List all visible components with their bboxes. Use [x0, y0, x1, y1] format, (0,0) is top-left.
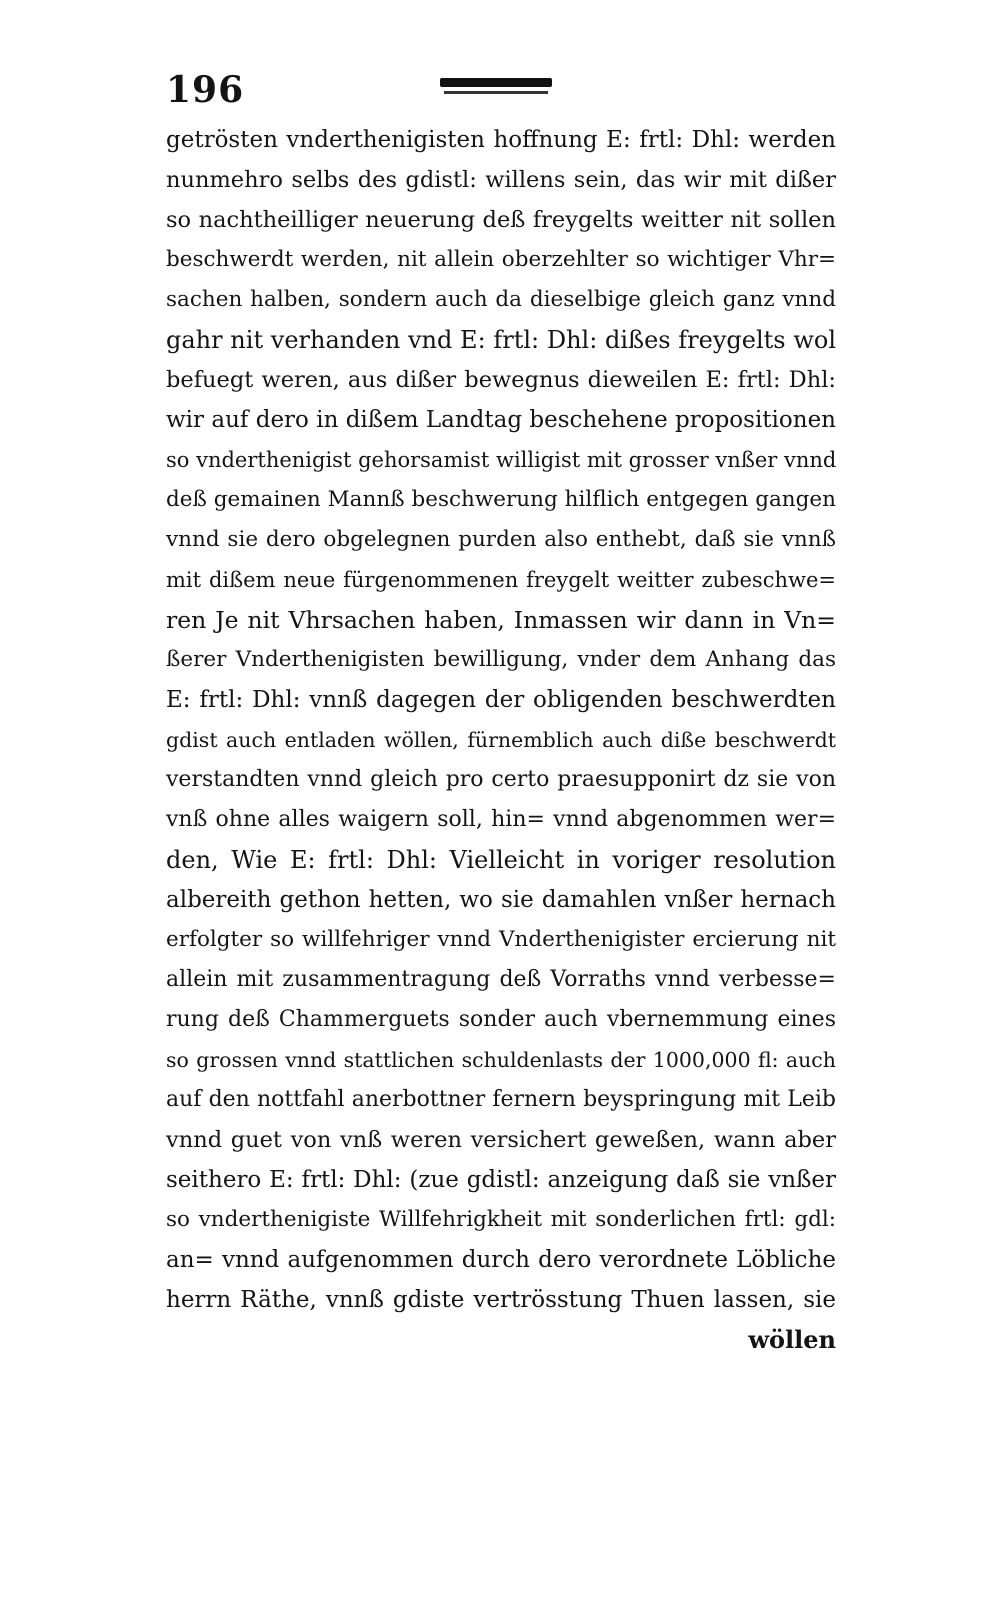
text-line: allein mit zusammentragung deß Vorraths vnnd verbesse=	[166, 967, 836, 992]
text-line: den, Wie E: frtl: Dhl: Vielleicht in voriger resolution	[166, 846, 836, 874]
text-line: nunmehro selbs des gdistl: willens sein, das wir mit dißer	[166, 167, 836, 193]
text-line: seithero E: frtl: Dhl: (zue gdistl: anzeigung daß sie vnßer	[166, 1167, 836, 1193]
text-line: vnnd guet von vnß weren versichert geweßen, wann aber	[166, 1127, 836, 1153]
ornament-bar-thin	[444, 91, 548, 94]
text-line: herrn Räthe, vnnß gdiste vertrösstung Thuen lassen, sie	[166, 1287, 836, 1313]
header-ornament-rule	[440, 78, 552, 98]
text-line: ren Je nit Vhrsachen haben, Inmassen wir dann in Vn=	[166, 606, 836, 634]
text-line: so grossen vnnd stattlichen schuldenlasts der 1000,000 fl: auch	[166, 1048, 836, 1072]
text-line: rung deß Chammerguets sonder auch vbernemmung eines	[166, 1007, 836, 1032]
body-text	[166, 120, 836, 1360]
page-number: 196	[166, 69, 245, 111]
text-line: gahr nit verhanden vnd E: frtl: Dhl: dißes freygelts wol	[166, 326, 836, 354]
text-line: deß gemainen Mannß beschwerung hilflich entgegen gangen	[166, 487, 836, 512]
text-line: verstandten vnnd gleich pro certo praesupponirt dz sie von	[166, 767, 836, 792]
text-line: erfolgter so willfehriger vnnd Vnderthenigister ercierung nit	[166, 927, 836, 952]
text-line: getrösten vnderthenigisten hoffnung E: frtl: Dhl: werden	[166, 127, 836, 153]
text-line: so vnderthenigist gehorsamist willigist mit grosser vnßer vnnd	[166, 448, 836, 472]
text-line: an= vnnd aufgenommen durch dero verordnete Löbliche	[166, 1247, 836, 1273]
text-line: gdist auch entladen wöllen, fürnemblich auch diße beschwerdt	[166, 728, 836, 752]
text-line: wir auf dero in dißem Landtag beschehene propositionen	[166, 407, 836, 433]
text-line: ßerer Vnderthenigisten bewilligung, vnder dem Anhang das	[166, 647, 836, 672]
text-line: so vnderthenigiste Willfehrigkheit mit sonderlichen frtl: gdl:	[166, 1207, 836, 1232]
text-line: so nachtheilliger neuerung deß freygelts weitter nit sollen	[166, 207, 836, 233]
text-line: albereith gethon hetten, wo sie damahlen vnßer hernach	[166, 887, 836, 913]
text-line: auf den nottfahl anerbottner fernern beyspringung mit Leib	[166, 1087, 836, 1112]
text-line: E: frtl: Dhl: vnnß dagegen der obligenden beschwerdten	[166, 687, 836, 713]
text-line: mit dißem neue fürgenommenen freygelt weitter zubeschwe=	[166, 568, 836, 592]
ornament-bar-thick	[440, 78, 552, 87]
catchword: wöllen	[748, 1325, 836, 1354]
text-line: vnnd sie dero obgelegnen purden also enthebt, daß sie vnnß	[166, 527, 836, 552]
text-line: vnß ohne alles waigern soll, hin= vnnd abgenommen wer=	[166, 807, 836, 832]
text-line: befuegt weren, aus dißer bewegnus dieweilen E: frtl: Dhl:	[166, 367, 836, 393]
text-line: sachen halben, sondern auch da dieselbige gleich ganz vnnd	[166, 287, 836, 312]
text-line: beschwerdt werden, nit allein oberzehlter so wichtiger Vhr=	[166, 247, 836, 272]
